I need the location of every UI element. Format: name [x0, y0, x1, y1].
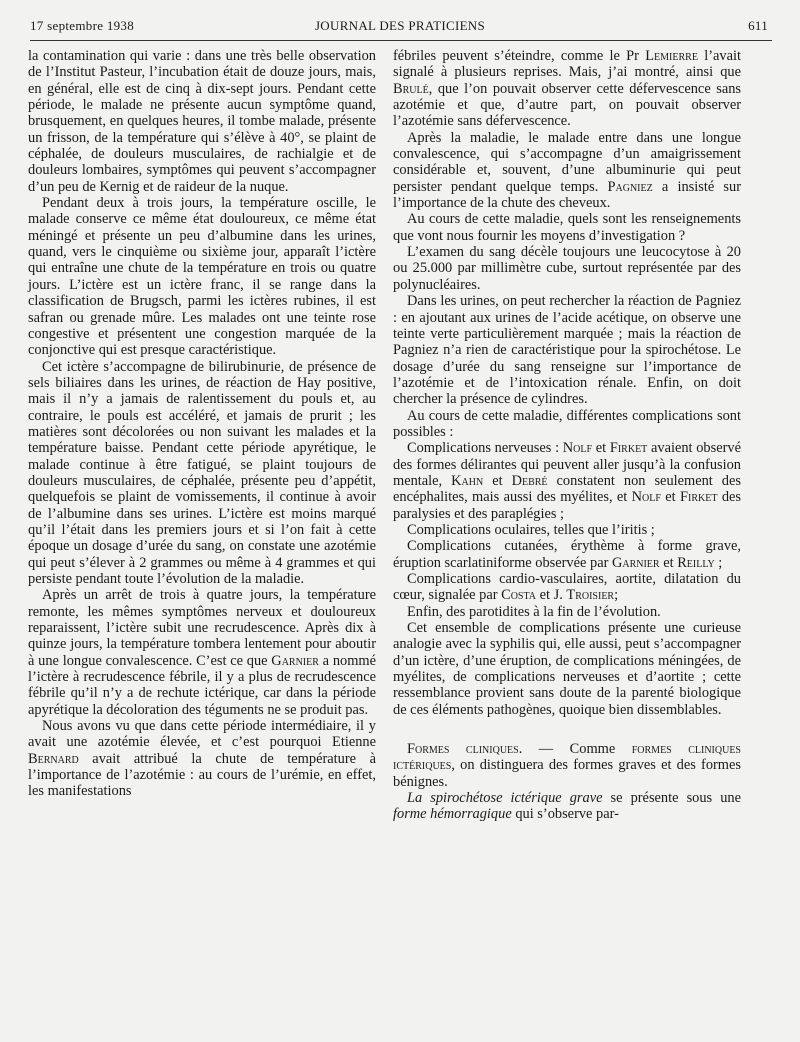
paragraph: Nous avons vu que dans cette période intermédiaire, il y avait une azotémie élevée, et c’est pourquoi Etienne Bernard avait attribué la chute de température à l’importance de l’azotémie : au cours de l’urémie, en effet, les manifestations [28, 718, 376, 800]
author-name: Lemierre [645, 48, 698, 64]
journal-title: JOURNAL DES PRATICIENS [314, 18, 486, 33]
author-name: Brulé [393, 80, 429, 97]
paragraph: Après un arrêt de trois à quatre jours, la température remonte, les mêmes symptômes nerveux et douloureux reparaissent, l’ictère subit une recrudescence. Après dix à quinze jours, la température tombera lentement pour aboutir à une longue convalescence. C’est ce que Garnier a nommé l’ictère à recrudescence fébrile, il y a plus de recrudescence fébrile qu’il n’y a de rechute ictérique, car dans la période apyrétique la décoloration des téguments ne se produit pas. [28, 587, 376, 718]
paragraph: Complications oculaires, telles que l’iritis ; [407, 521, 655, 538]
page-number: 611 [748, 18, 768, 33]
author-name: Pagniez [607, 178, 653, 195]
left-column [28, 48, 376, 800]
section-heading: Formes cliniques. [407, 741, 523, 758]
paragraph: Complications cutanées, érythème à forme grave, éruption scarlatiniforme observée par Garnier et Reilly ; [393, 538, 741, 571]
paragraph: L’examen du sang décèle toujours une leucocytose à 20 ou 25.000 par millimètre cube, surtout représentée par des polynucléaires. [393, 244, 741, 293]
section-paragraph: Formes cliniques. — Comme formes cliniques ictériques, on distinguera des formes graves et des formes bénignes. [393, 741, 741, 790]
paragraph: Cet ictère s’accompagne de bilirubinurie, de présence de sels biliaires dans les urines, de réaction de Hay positive, mais il n’y a jamais de ralentissement du pouls et, au contraire, le pouls est accéléré, et jamais de prurit ; les matières sont décolorées ou non suivant les malades et la température baisse. Pendant cette période apyrétique, le malade continue à être fatigué, se plaint toujours de douleurs musculaires, de céphalée, présente peu d’appétit, quelquefois se plaint de vomissements, il continue à avoir de l’albumine dans ses urines. L’ictère est moins marqué qu’il l’était dans les premiers jours et si l’on fait à cette époque un dosage d’urée du sang, on constate une azotémie qui peut s’élever à 2 grammes ou même à 4 grammes et qui persiste pendant toute l’évolution de la maladie. [28, 358, 376, 587]
paragraph: La spirochétose ictérique grave se présente sous une forme hémorragique qui s’observe par- [393, 790, 741, 823]
paragraph: Enfin, des parotidites à la fin de l’évolution. [407, 603, 661, 620]
right-column [393, 48, 741, 823]
header-rule [30, 40, 772, 41]
page-header [30, 14, 770, 38]
paragraph: Au cours de cette maladie, quels sont les renseignements que vont nous fournir les moyens d’investigation ? [393, 211, 741, 244]
paragraph: Au cours de cette maladie, différentes complications sont possibles : [393, 407, 741, 440]
issue-date: 17 septembre 1938 [30, 18, 135, 33]
paragraph: fébriles peuvent s’éteindre, comme le Pr Lemierre l’avait signalé à plusieurs reprises. Mais, j’ai montré, ainsi que Brulé, que l’on pouvait observer cette défervescence sans azotémie et que, d’autre part, on pouvait observer l’azotémie sans défervescence. [393, 48, 741, 130]
paragraph: Après la maladie, le malade entre dans une longue convalescence, qui s’accompagne d’un amaigrissement considérable et, souvent, d’une albuminurie qui peut persister pendant quelque temps. Pagniez a insisté sur l’importance de la chute des cheveux. [393, 129, 741, 212]
paragraph: Complications cardio-vasculaires, aortite, dilatation du cœur, signalée par Costa et J. Troisier; [393, 571, 741, 604]
author-name: Bernard [28, 750, 79, 767]
author-name: Garnier [271, 652, 319, 669]
paragraph: Complications nerveuses : Nolf et Firket avaient observé des formes délirantes qui peuvent aller jusqu’à la confusion mentale, Kahn et Debré constatent non seulement des encéphalites, mais aussi des myélites, et Nolf et Firket des paralysies et des paraplégies ; [393, 440, 742, 522]
paragraph: Cet ensemble de complications présente une curieuse analogie avec la syphilis qui, elle aussi, peut s’accompagner d’un ictère, d’une éruption, de complications méningées, de myélites, de complications nerveuses et d’aortite ; cette ressemblance provient sans doute de la parenté biologique de ces éléments pathogènes, quoique bien dissemblables. [393, 620, 741, 718]
paragraph: Pendant deux à trois jours, la température oscille, le malade conserve ce même état douloureux, ce même état méningé et présente un peu d’albumine dans les urines, quand, vers le cinquième ou sixième jour, apparaît l’ictère qui entraîne une chute de la température en trois ou quatre jours. L’ictère est un ictère franc, il se range dans la classification de Brugsch, parmi les ictères rubines, il est safran ou grenade mûre. Les malades ont une teinte rose congestive et présentent une congestion marquée de la conjonctive qui est presque caractéristique. [28, 195, 376, 359]
paragraph: la contamination qui varie : dans une très belle observation de l’Institut Pasteur, l’incubation était de douze jours, mais, en général, elle est de cinq à dix-sept jours. Pendant cette période, le malade ne présente aucun symptôme quand, brusquement, en quelques heures, il tombe malade, présente un frisson, de la température qui s’élève à 40°, se plaint de céphalée, de douleurs musculaires, de rachialgie et de douleurs lombaires, symptômes qui peuvent s’accompagner d’un peu de Kernig et de raideur de la nuque. [28, 48, 376, 195]
paragraph: Dans les urines, on peut rechercher la réaction de Pagniez : en ajoutant aux urines de l’acide acétique, on observe une teinte verte particulièrement marquée ; mais la réaction de Pagniez n’a rien de caractéristique pour la spirochétose. Le dosage d’urée du sang renseigne sur l’importance de l’azotémie et de l’intoxication rénale. Enfin, on doit chercher la présence de cylindres. [393, 293, 741, 408]
